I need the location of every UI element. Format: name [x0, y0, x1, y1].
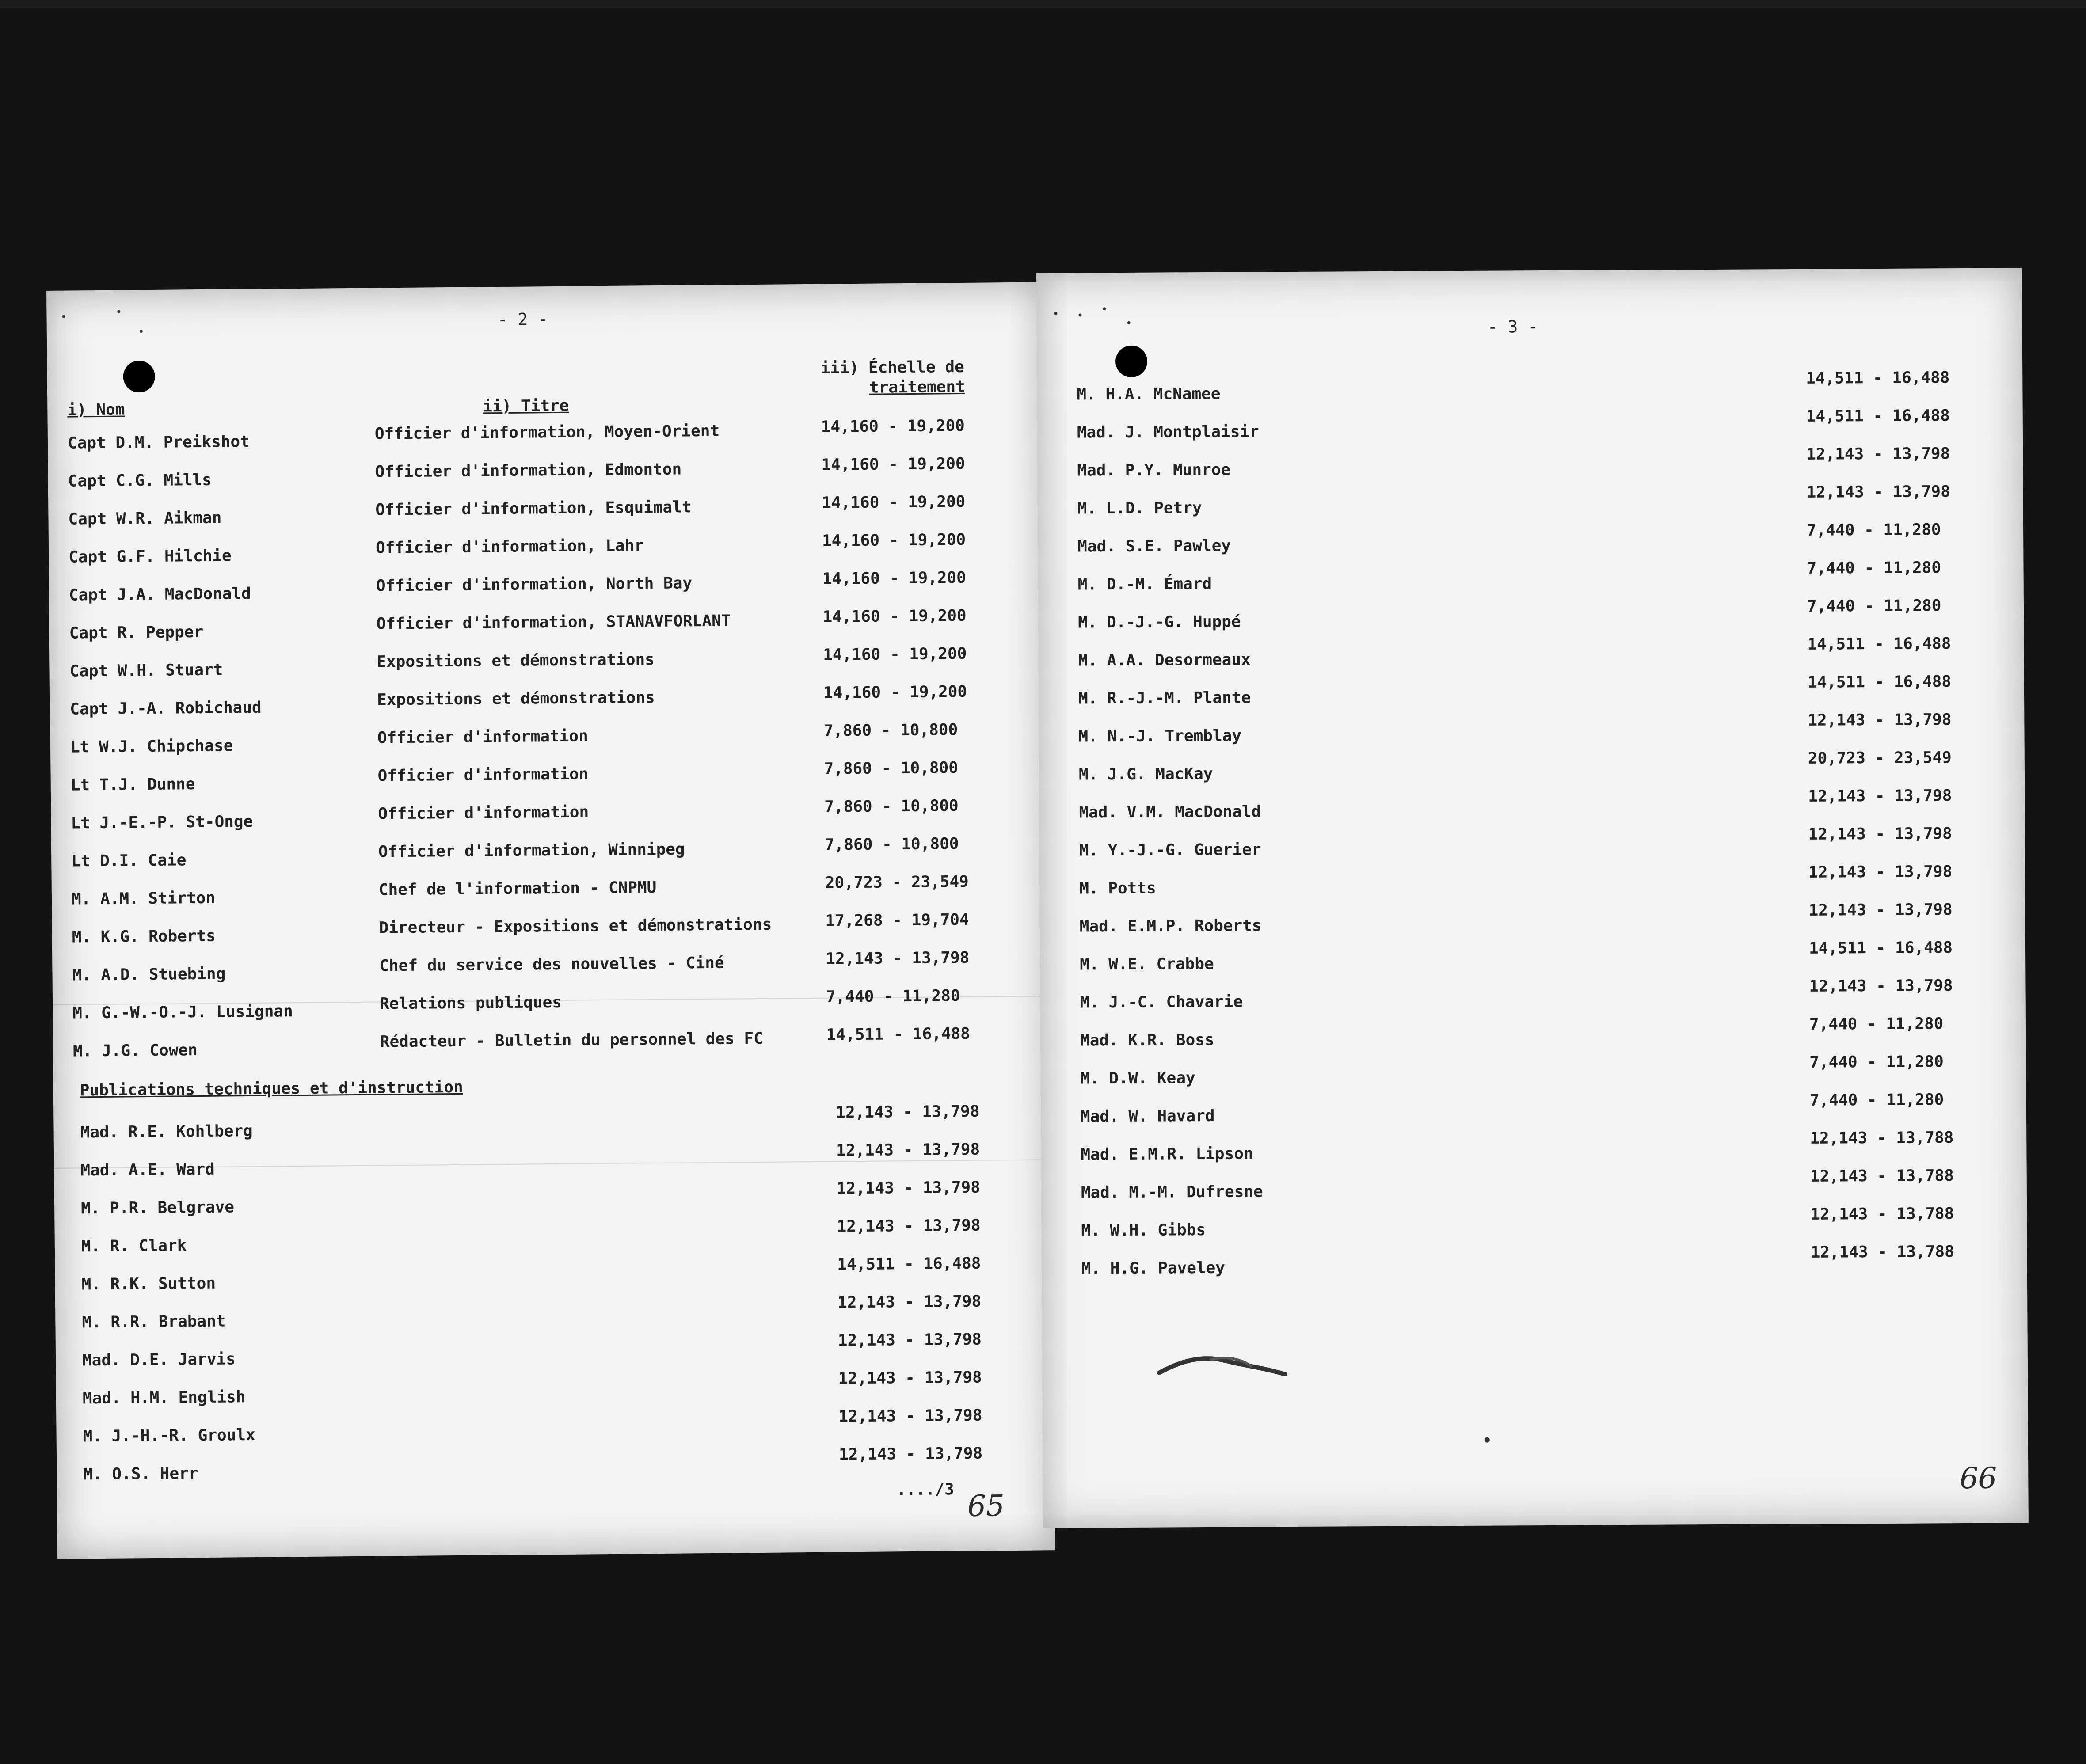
salary-range: 12,143 - 13,798: [1806, 445, 1950, 464]
speck: [1485, 1437, 1490, 1443]
employee-title: Officier d'information: [377, 727, 588, 747]
salary-range: 14,160 - 19,200: [821, 454, 965, 474]
employee-title: Officier d'information, Edmonton: [375, 460, 682, 481]
salary-range: 12,143 - 13,798: [1808, 901, 1953, 920]
employee-title: Directeur - Expositions et démonstrations: [379, 915, 772, 937]
employee-name: M. Potts: [1079, 879, 1156, 898]
employee-name: M. K.G. Roberts: [72, 927, 216, 947]
employee-name: Mad. E.M.R. Lipson: [1081, 1144, 1253, 1164]
header-name: i) Nom: [67, 400, 125, 419]
salary-range: 7,440 - 11,280: [826, 987, 960, 1006]
punch-hole: [1115, 346, 1147, 377]
employee-name: M. D.-J.-G. Huppé: [1078, 612, 1241, 632]
speck: [1054, 312, 1057, 315]
employee-name: Mad. A.E. Ward: [80, 1160, 215, 1180]
employee-title: Officier d'information: [377, 765, 589, 785]
salary-range: 20,723 - 23,549: [1808, 749, 1952, 768]
employee-title: Officier d'information, North Bay: [376, 574, 693, 595]
speck: [117, 310, 120, 313]
employee-title: Officier d'information, STANAVFORLANT: [376, 612, 731, 633]
employee-name: M. J.-H.-R. Groulx: [83, 1426, 255, 1446]
salary-range: 14,160 - 19,200: [822, 568, 967, 588]
header-salary-line2: traitement: [869, 377, 965, 397]
employee-name: Capt W.R. Aikman: [68, 509, 222, 528]
employee-title: Chef du service des nouvelles - Ciné: [379, 954, 724, 975]
salary-range: 14,160 - 19,200: [822, 606, 967, 626]
salary-range: 20,723 - 23,549: [825, 872, 969, 892]
employee-name: M. G.-W.-O.-J. Lusignan: [72, 1002, 293, 1023]
employee-name: M. A.M. Stirton: [71, 889, 216, 909]
salary-range: 12,143 - 13,798: [1808, 863, 1953, 882]
speck: [1103, 307, 1106, 310]
salary-range: 7,860 - 10,800: [824, 797, 959, 816]
employee-name: Mad. R.E. Kohlberg: [80, 1122, 253, 1142]
employee-name: M. W.H. Gibbs: [1081, 1221, 1206, 1240]
employee-name: M. R.-J.-M. Plante: [1078, 688, 1251, 708]
salary-range: 12,143 - 13,788: [1810, 1129, 1954, 1148]
salary-range: 14,511 - 16,488: [1807, 673, 1952, 692]
employee-name: Capt R. Pepper: [69, 623, 204, 642]
salary-range: 12,143 - 13,798: [837, 1216, 981, 1236]
employee-name: Lt T.J. Dunne: [70, 775, 195, 795]
salary-range: 14,160 - 19,200: [821, 416, 965, 436]
speck: [1127, 321, 1131, 324]
speck: [62, 315, 65, 318]
section-title: Publications techniques et d'instruction: [80, 1078, 463, 1100]
salary-range: 12,143 - 13,798: [1808, 711, 1952, 730]
salary-range: 12,143 - 13,798: [837, 1292, 982, 1312]
salary-range: 12,143 - 13,788: [1810, 1167, 1954, 1186]
employee-name: M. H.G. Paveley: [1081, 1258, 1226, 1278]
speck: [140, 330, 143, 333]
salary-range: 12,143 - 13,798: [1809, 977, 1953, 996]
employee-title: Officier d'information, Winnipeg: [378, 840, 685, 861]
employee-name: M. O.S. Herr: [83, 1464, 198, 1484]
employee-title: Chef de l'information - CNPMU: [378, 878, 657, 899]
employee-name: Mad. K.R. Boss: [1080, 1030, 1214, 1050]
employee-name: Capt C.G. Mills: [68, 471, 212, 490]
header-title: ii) Titre: [483, 396, 569, 416]
salary-range: 12,143 - 13,798: [837, 1330, 982, 1350]
employee-title: Relations publiques: [379, 993, 562, 1013]
folio-number: 66: [1960, 1461, 1997, 1496]
employee-name: Mad. S.E. Pawley: [1077, 536, 1231, 556]
salary-range: 7,860 - 10,800: [824, 835, 959, 854]
salary-range: 14,511 - 16,488: [1806, 407, 1950, 426]
salary-range: 14,511 - 16,488: [1808, 939, 1953, 958]
salary-range: 7,860 - 10,800: [823, 721, 958, 740]
salary-range: 7,440 - 11,280: [1809, 1053, 1944, 1072]
employee-name: Mad. V.M. MacDonald: [1079, 802, 1261, 822]
page-number: - 2 -: [497, 309, 548, 330]
employee-name: M. H.A. McNamee: [1077, 384, 1221, 404]
salary-range: 17,268 - 19,704: [825, 910, 969, 930]
employee-name: Mad. P.Y. Munroe: [1077, 460, 1231, 480]
employee-title: Expositions et démonstrations: [377, 650, 655, 671]
employee-name: Capt G.F. Hilchie: [69, 547, 232, 566]
employee-name: M. N.-J. Tremblay: [1078, 726, 1242, 746]
salary-range: 7,440 - 11,280: [1809, 1015, 1944, 1034]
salary-range: 12,143 - 13,798: [1806, 483, 1950, 502]
salary-range: 12,143 - 13,798: [838, 1444, 983, 1464]
salary-range: 12,143 - 13,788: [1810, 1205, 1954, 1224]
employee-name: Mad. E.M.P. Roberts: [1079, 916, 1262, 936]
salary-range: 12,143 - 13,798: [838, 1406, 982, 1426]
staff-list: [1036, 268, 2022, 1278]
salary-range: 12,143 - 13,798: [1808, 787, 1952, 806]
table-row: [1036, 268, 2022, 404]
employee-name: M. R.K. Sutton: [81, 1274, 216, 1294]
salary-range: 14,511 - 16,488: [837, 1254, 981, 1274]
salary-range: 12,143 - 13,798: [836, 1140, 980, 1160]
salary-range: 14,160 - 19,200: [823, 644, 967, 664]
employee-name: M. W.E. Crabbe: [1080, 954, 1214, 974]
salary-range: 14,160 - 19,200: [822, 492, 966, 512]
folio-number: 65: [967, 1489, 1005, 1523]
employee-name: Lt D.I. Caie: [71, 851, 187, 871]
punch-hole: [123, 361, 155, 393]
employee-title: Expositions et démonstrations: [377, 688, 655, 709]
salary-range: 12,143 - 13,798: [1808, 825, 1952, 844]
employee-name: Mad. J. Montplaisir: [1077, 422, 1259, 442]
page-2: [46, 282, 1055, 1559]
ink-smudge: [1157, 1346, 1290, 1386]
employee-name: M. A.A. Desormeaux: [1078, 650, 1251, 670]
employee-name: M. R. Clark: [81, 1236, 187, 1256]
salary-range: 14,511 - 16,488: [1807, 635, 1951, 654]
salary-range: 14,511 - 16,488: [826, 1024, 971, 1044]
salary-range: 12,143 - 13,788: [1810, 1243, 1954, 1262]
employee-name: M. Y.-J.-G. Guerier: [1079, 840, 1261, 860]
salary-range: 14,511 - 16,488: [1806, 369, 1950, 388]
employee-name: Lt W.J. Chipchase: [70, 737, 233, 757]
salary-range: 12,143 - 13,798: [838, 1368, 982, 1388]
salary-range: 12,143 - 13,798: [826, 948, 970, 968]
salary-range: 12,143 - 13,798: [836, 1102, 980, 1122]
salary-range: 7,440 - 11,280: [1806, 521, 1941, 540]
salary-range: 14,160 - 19,200: [822, 530, 966, 550]
employee-name: Capt W.H. Stuart: [69, 661, 223, 681]
salary-range: 7,860 - 10,800: [824, 759, 959, 778]
employee-name: M. J.G. MacKay: [1078, 764, 1213, 784]
employee-name: Capt J.-A. Robichaud: [70, 698, 262, 719]
employee-name: Mad. M.-M. Dufresne: [1081, 1182, 1263, 1202]
page-number: - 3 -: [1487, 317, 1538, 337]
employee-name: M. R.R. Brabant: [82, 1312, 226, 1332]
employee-name: Mad. H.M. English: [82, 1388, 246, 1408]
continuation-marker: ..../3: [896, 1480, 954, 1499]
employee-name: Mad. W. Havard: [1080, 1106, 1215, 1126]
employee-name: M. J.-C. Chavarie: [1080, 992, 1243, 1012]
salary-range: 14,160 - 19,200: [823, 682, 967, 702]
speck: [1078, 313, 1081, 316]
salary-range: 7,440 - 11,280: [1809, 1091, 1944, 1110]
employee-name: Lt J.-E.-P. St-Onge: [71, 812, 253, 833]
employee-title: Rédacteur - Bulletin du personnel des FC: [380, 1029, 763, 1051]
employee-title: Officier d'information: [378, 803, 589, 823]
scanned-spread: [0, 8, 2086, 1764]
page-3: [1036, 268, 2029, 1528]
employee-name: M. D.W. Keay: [1080, 1069, 1195, 1088]
employee-name: Mad. D.E. Jarvis: [82, 1350, 236, 1370]
employee-name: M. L.D. Petry: [1077, 499, 1202, 518]
employee-name: M. P.R. Belgrave: [80, 1198, 235, 1218]
salary-range: 7,440 - 11,280: [1807, 597, 1941, 616]
employee-name: Capt J.A. MacDonald: [69, 584, 251, 604]
employee-title: Officier d'information, Moyen-Orient: [374, 422, 720, 443]
salary-range: 7,440 - 11,280: [1807, 559, 1941, 578]
employee-name: M. J.G. Cowen: [72, 1041, 198, 1061]
salary-range: 12,143 - 13,798: [836, 1178, 981, 1198]
employee-title: Officier d'information, Lahr: [375, 536, 644, 557]
employee-name: Capt D.M. Preikshot: [67, 433, 250, 452]
employee-name: M. A.D. Stuebing: [72, 965, 226, 985]
employee-name: M. D.-M. Émard: [1077, 574, 1212, 594]
employee-title: Officier d'information, Esquimalt: [375, 498, 692, 519]
header-salary-line1: iii) Échelle de: [820, 357, 964, 377]
